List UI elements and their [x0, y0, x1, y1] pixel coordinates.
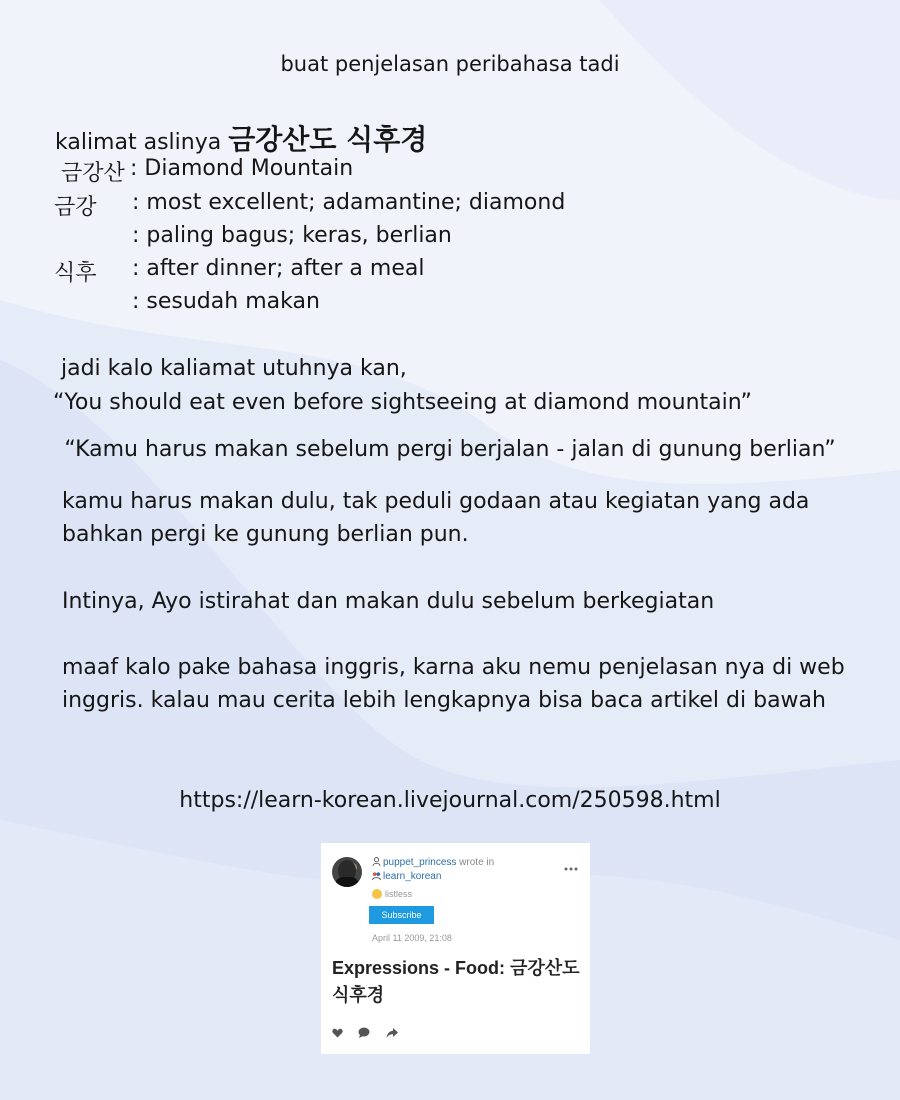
- heart-icon[interactable]: [332, 1025, 343, 1043]
- mood-face-icon: [372, 889, 382, 899]
- explanation-english: “You should eat even before sightseeing at diamond mountain”: [53, 390, 752, 415]
- definition-meaning: : sesudah makan: [132, 289, 320, 314]
- community-line: [372, 871, 441, 882]
- original-korean: 금강산도 식후경: [228, 123, 428, 156]
- definition-meaning: : Diamond Mountain: [130, 156, 354, 181]
- username-link[interactable]: puppet_princess: [383, 857, 457, 868]
- article-url[interactable]: https://learn-korean.livejournal.com/250598.html: [179, 788, 721, 813]
- community-icon: [372, 871, 381, 880]
- post-actions: [332, 1025, 409, 1043]
- explanation-intro: jadi kalo kaliamat utuhnya kan,: [61, 356, 407, 381]
- community-link[interactable]: learn_korean: [383, 871, 442, 882]
- post-title[interactable]: Expressions - Food: 금강산도 식후경: [332, 958, 580, 1005]
- explanation-indonesian: “Kamu harus makan sebelum pergi berjalan - jalan di gunung berlian”: [64, 437, 836, 462]
- paragraph: kamu harus makan dulu, tak peduli godaan atau kegiatan yang ada bahkan pergi ke gunung berlian pun.: [62, 489, 810, 547]
- wrote-in-text: wrote in: [459, 857, 495, 868]
- subscribe-button[interactable]: Subscribe: [369, 906, 434, 924]
- post-author-line: [372, 857, 494, 868]
- mood-text: listless: [385, 889, 413, 899]
- definition-term: 금강산: [61, 161, 125, 186]
- definition-meaning: : most excellent; adamantine; diamond: [132, 190, 566, 215]
- definition-term: 금강: [54, 195, 97, 220]
- definition-term: 식후: [54, 261, 97, 286]
- avatar[interactable]: [332, 857, 362, 887]
- definition-meaning: : paling bagus; keras, berlian: [132, 223, 452, 248]
- mood-line: [372, 889, 412, 899]
- more-dots-icon[interactable]: [564, 858, 578, 876]
- share-icon[interactable]: [386, 1025, 398, 1043]
- definition-meaning: : after dinner; after a meal: [132, 256, 425, 281]
- user-icon: [372, 857, 381, 866]
- livejournal-post-card[interactable]: [321, 843, 590, 1054]
- original-label: kalimat aslinya: [55, 130, 222, 155]
- post-date: April 11 2009, 21:08: [372, 933, 452, 943]
- comment-icon[interactable]: [358, 1025, 370, 1043]
- original-sentence: [55, 118, 427, 158]
- page-heading: buat penjelasan peribahasa tadi: [280, 52, 620, 76]
- paragraph: Intinya, Ayo istirahat dan makan dulu sebelum berkegiatan: [62, 589, 715, 614]
- paragraph: maaf kalo pake bahasa inggris, karna aku nemu penjelasan nya di web inggris. kalau mau cerita lebih lengkapnya bisa baca artikel di bawah: [62, 655, 845, 713]
